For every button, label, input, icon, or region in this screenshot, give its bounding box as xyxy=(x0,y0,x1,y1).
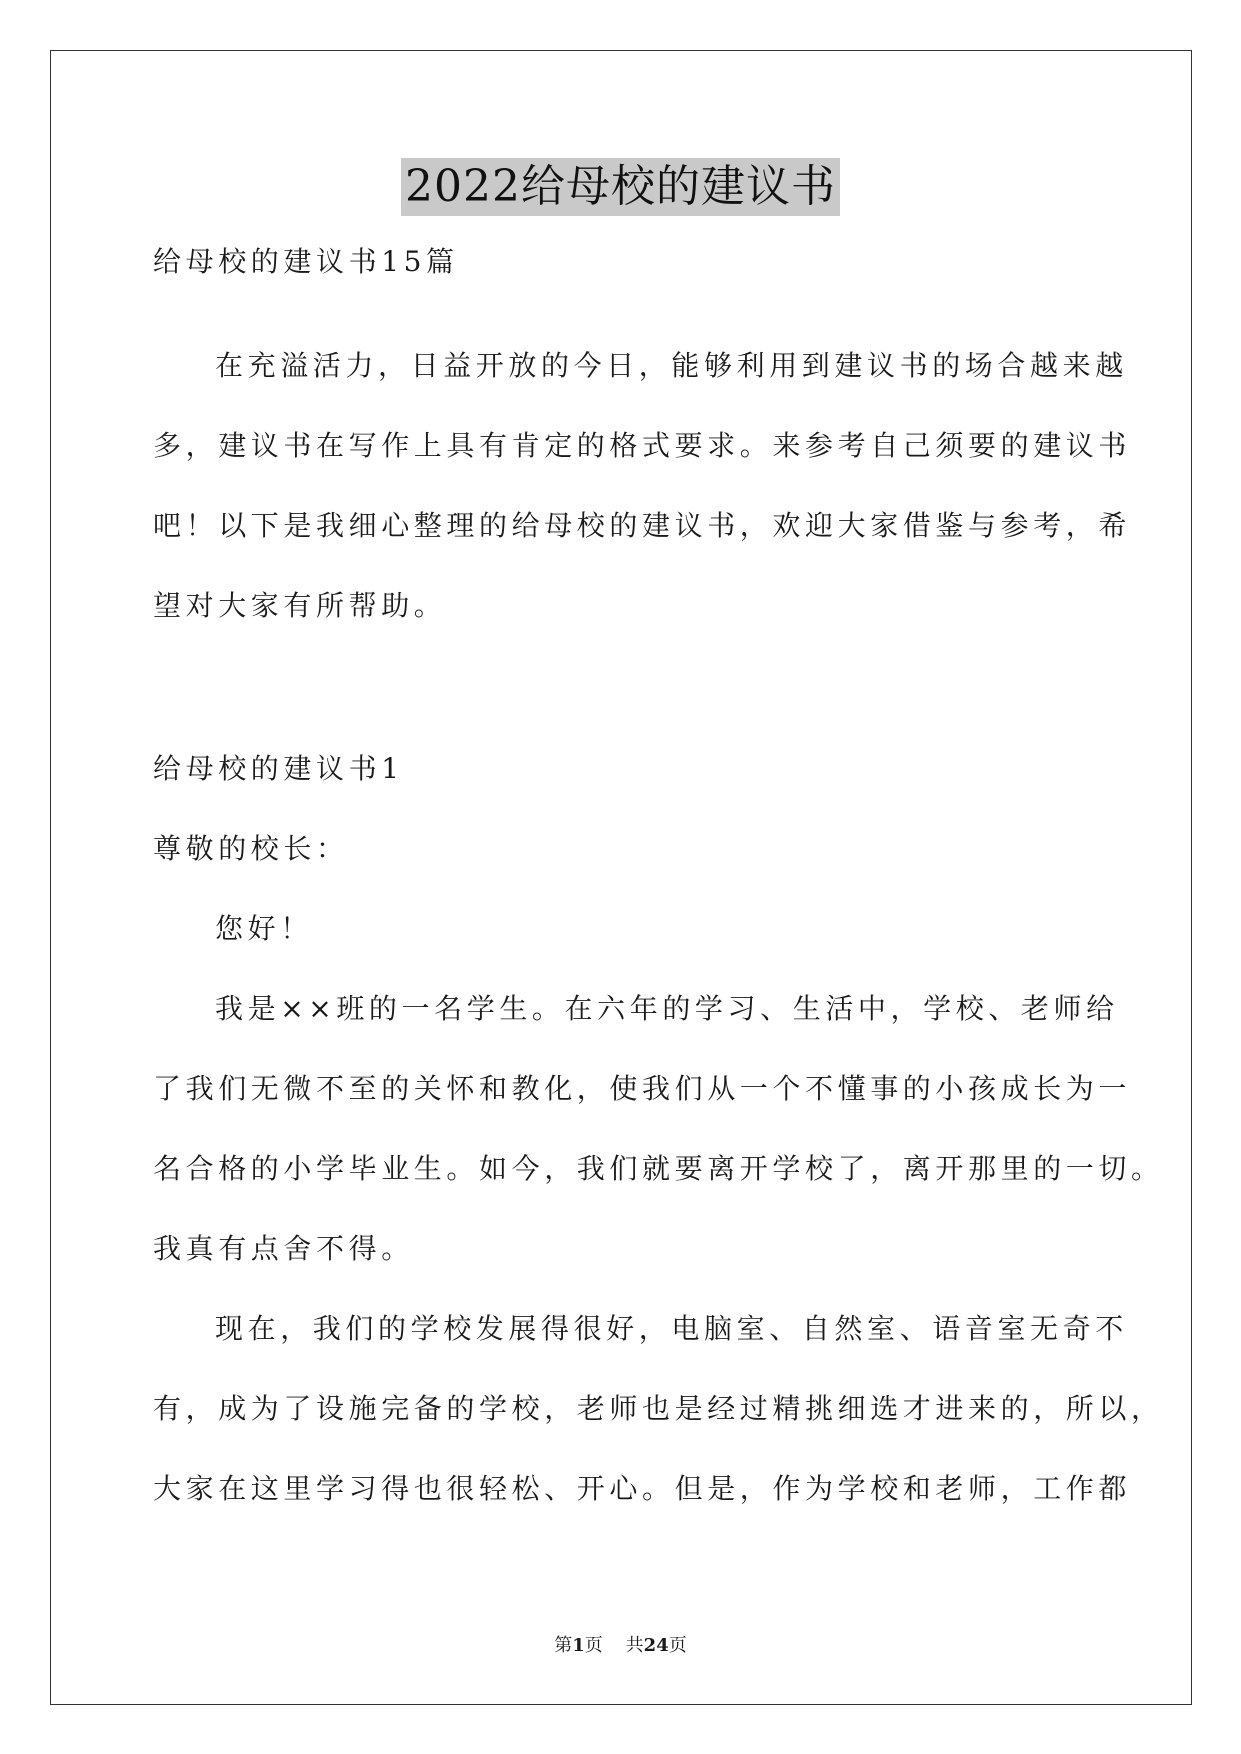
footer-total-suffix: 页 xyxy=(668,1635,687,1656)
section-heading: 给母校的建议书1 xyxy=(153,752,404,785)
footer-total-pages: 24 xyxy=(643,1635,669,1656)
document-title: 2022给母校的建议书 xyxy=(401,158,840,216)
paragraph2-line-2: 有，成为了设施完备的学校，老师也是经过精挑细选才进来的，所以， xyxy=(153,1392,1164,1425)
footer-total-prefix: 共 xyxy=(625,1635,644,1656)
paragraph1-line-3: 名合格的小学毕业生。如今，我们就要离开学校了，离开那里的一切。 xyxy=(153,1152,1164,1185)
paragraph2-line-1: 现在，我们的学校发展得很好，电脑室、自然室、语音室无奇不 xyxy=(215,1312,1128,1345)
footer-page-number: 1 xyxy=(572,1635,585,1656)
paragraph1-line-2: 了我们无微不至的关怀和教化，使我们从一个不懂事的小孩成长为一 xyxy=(153,1072,1132,1105)
page-footer xyxy=(0,1634,1241,1658)
footer-page-prefix: 第 xyxy=(554,1635,573,1656)
paragraph1-line-1: 我是××班的一名学生。在六年的学习、生活中，学校、老师给 xyxy=(215,992,1119,1025)
greeting: 您好！ xyxy=(215,912,313,945)
salutation: 尊敬的校长： xyxy=(153,832,349,865)
intro-line-3: 吧！以下是我细心整理的给母校的建议书，欢迎大家借鉴与参考，希 xyxy=(153,509,1132,542)
intro-line-2: 多，建议书在写作上具有肯定的格式要求。来参考自己须要的建议书 xyxy=(153,429,1132,462)
paragraph2-line-3: 大家在这里学习得也很轻松、开心。但是，作为学校和老师，工作都 xyxy=(153,1472,1132,1505)
paragraph1-line-4: 我真有点舍不得。 xyxy=(153,1232,414,1265)
title-container xyxy=(0,158,1241,216)
footer-page-suffix: 页 xyxy=(584,1635,603,1656)
subtitle: 给母校的建议书15篇 xyxy=(153,245,459,278)
intro-line-1: 在充溢活力，日益开放的今日，能够利用到建议书的场合越来越 xyxy=(215,349,1128,382)
page-border xyxy=(50,50,1192,1705)
intro-line-4: 望对大家有所帮助。 xyxy=(153,589,447,622)
